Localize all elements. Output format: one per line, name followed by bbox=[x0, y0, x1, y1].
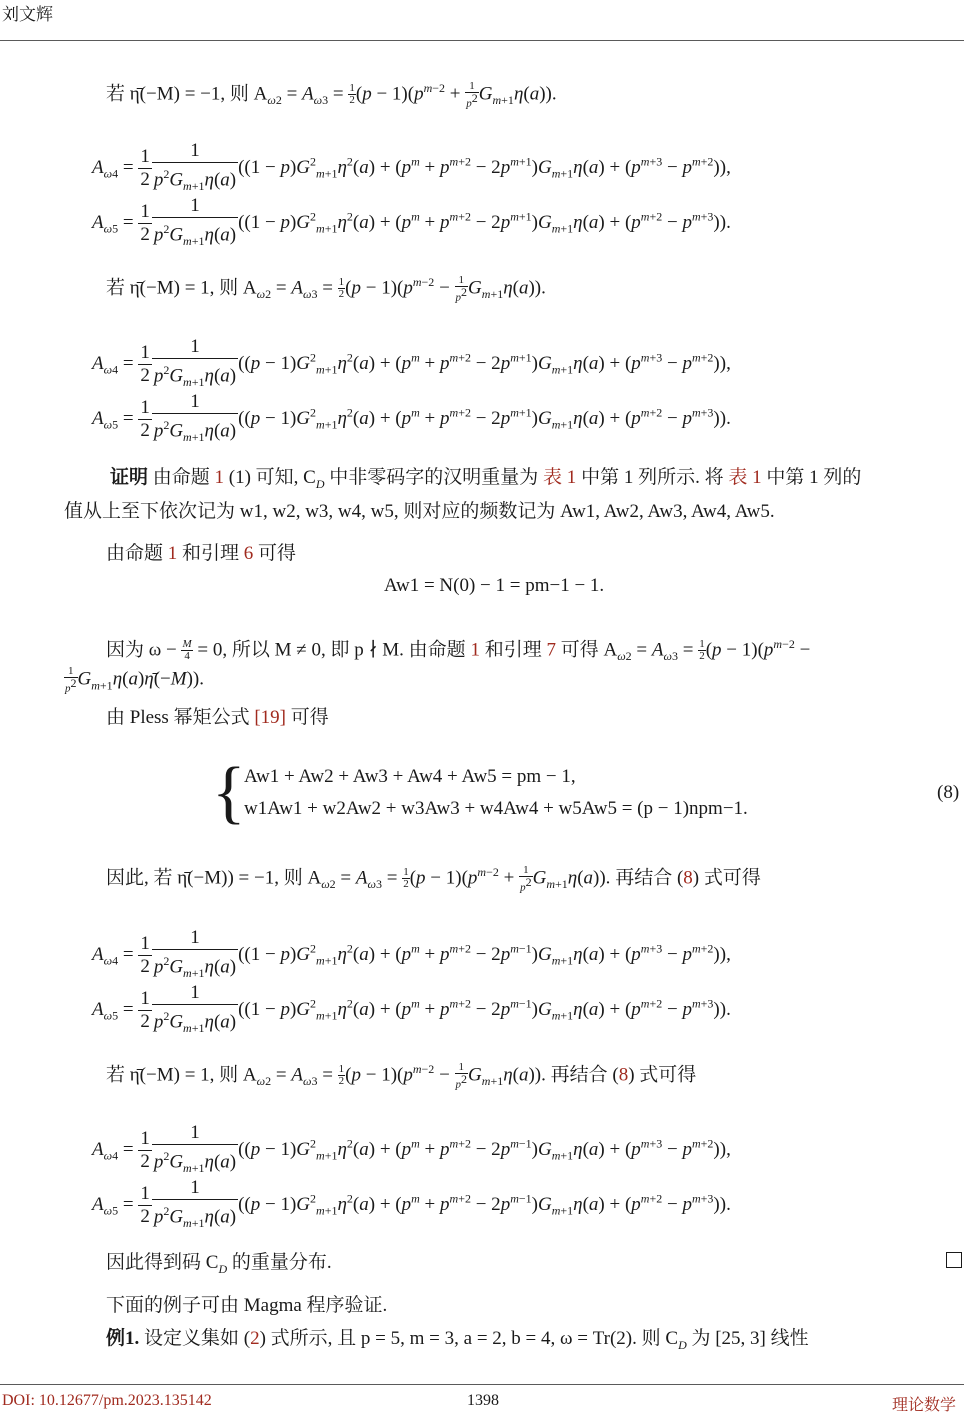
qed-box bbox=[946, 1252, 962, 1268]
eq-a5-case2: $A_{\omega 5}$ = $\frac{1}{2}$ $\frac{1}{p^2G_{m+1}\eta(a)}$ $((p - 1)G^2_{m+1}\eta^2(a) + (p^m + p^{m+2} - 2p^{m+1})G_{m+1}\eta(a) + (p^{m+2} - p^{m+3}))$. bbox=[92, 391, 731, 445]
example-line: 例1. 设定义集如 (2) 式所示, 且 p = 5, m = 3, a = 2, b = 4, ω = Tr(2). 则 $C_D$ 为 [25, 3] 线性 bbox=[106, 1328, 809, 1352]
case-neg-statement: 若 η̄(−M) = −1, 则 $A_{\omega 2} = A_{\omega 3}$ = $\frac{1}{2}$ $(p - 1)(p^{m-2}$ + $\frac{1}{p^2}$ $G_{m+1}\eta(a)$). bbox=[106, 79, 557, 110]
by-prop-line: 由命题 1 和引理 6 可得 bbox=[106, 543, 297, 564]
ref-eq-8[interactable]: 8 bbox=[683, 867, 693, 889]
footer-rule bbox=[0, 1384, 964, 1385]
since-line-2: $\frac{1}{p^2}$ $G_{m+1}\eta(a)\etā(-M)$). bbox=[65, 665, 204, 695]
system-brace: { bbox=[212, 754, 246, 831]
ref-prop-1[interactable]: 1 bbox=[214, 467, 225, 488]
ref-lemma-7[interactable]: 7 bbox=[546, 639, 556, 661]
eq-aw1: Aw1 = N(0) − 1 = pm−1 − 1. bbox=[384, 575, 605, 596]
conclusion-line: 因此得到码 $C_D$ 的重量分布. bbox=[106, 1252, 332, 1276]
equation-number-8: (8) bbox=[937, 782, 960, 803]
footer-journal[interactable]: 理论数学 bbox=[892, 1397, 957, 1414]
since-line-1: 因为 ω − $\frac{M}{4}$ = 0, 所以 M ≠ 0, 即 p ∤ M. 由命题 1 和引理 7 可得 $A_{\omega 2} = A_{\omega 3}$ = $\frac{1}{2}$ $(p - 1)(p^{m-2}$ − bbox=[106, 637, 811, 664]
ref-table-1b[interactable]: 表 1 bbox=[728, 467, 762, 488]
system-eq-2: w1Aw1 + w2Aw2 + w3Aw3 + w4Aw4 + w5Aw5 = (p − 1)npm−1. bbox=[244, 798, 748, 819]
ref-lemma-6[interactable]: 6 bbox=[243, 543, 254, 564]
eq-a4-case1: $A_{\omega 4}$ = $\frac{1}{2}$ $\frac{1}{p^2G_{m+1}\eta(a)}$ $((1 - p)G^2_{m+1}\eta^2(a) + (p^m + p^{m+2} - 2p^{m+1})G_{m+1}\eta(a) + (p^{m+3} - p^{m+2}))$, bbox=[92, 140, 731, 194]
pless-line: 由 Pless 幂矩公式 [19] 可得 bbox=[106, 707, 329, 728]
eq-a4-case2: $A_{\omega 4}$ = $\frac{1}{2}$ $\frac{1}{p^2G_{m+1}\eta(a)}$ $((p - 1)G^2_{m+1}\eta^2(a) + (p^m + p^{m+2} - 2p^{m+1})G_{m+1}\eta(a) + (p^{m+3} - p^{m+2}))$, bbox=[92, 336, 731, 390]
proof-label: 证明 bbox=[110, 467, 149, 488]
ref-prop-1-d[interactable]: 1 bbox=[470, 639, 480, 661]
ref-eq-8-b[interactable]: 8 bbox=[618, 1064, 629, 1086]
running-header-author: 刘文辉 bbox=[2, 5, 53, 24]
footer-page-number: 1398 bbox=[467, 1392, 499, 1409]
eq-a4-case3: $A_{\omega 4}$ = $\frac{1}{2}$ $\frac{1}{p^2G_{m+1}\eta(a)}$ $((1 - p)G^2_{m+1}\eta^2(a) + (p^m + p^{m+2} - 2p^{m-1})G_{m+1}\eta(a) + (p^{m+3} - p^{m+2}))$, bbox=[92, 927, 731, 981]
eq-a4-case4: $A_{\omega 4}$ = $\frac{1}{2}$ $\frac{1}{p^2G_{m+1}\eta(a)}$ $((p - 1)G^2_{m+1}\eta^2(a) + (p^m + p^{m+2} - 2p^{m-1})G_{m+1}\eta(a) + (p^{m+3} - p^{m+2}))$, bbox=[92, 1122, 731, 1176]
example-label: 例1. bbox=[106, 1328, 140, 1349]
thus-line: 因此, 若 η̄(−M)) = −1, 则 $A_{\omega 2} = A_{\omega 3}$ = $\frac{1}{2}$ $(p - 1)(p^{m-2}$ + $\frac{1}{p^2}$ $G_{m+1}\eta(a)$). 再结合 (8) 式可得 bbox=[106, 863, 761, 894]
magma-line: 下面的例子可由 Magma 程序验证. bbox=[106, 1295, 388, 1316]
system-eq-1: Aw1 + Aw2 + Aw3 + Aw4 + Aw5 = pm − 1, bbox=[244, 766, 576, 787]
ref-prop-1-c[interactable]: 1 bbox=[167, 543, 178, 564]
ref-table-1[interactable]: 表 1 bbox=[543, 467, 577, 488]
ref-19[interactable]: [19] bbox=[254, 707, 286, 728]
ref-eq-2[interactable]: 2 bbox=[250, 1328, 260, 1349]
eq-a5-case4: $A_{\omega 5}$ = $\frac{1}{2}$ $\frac{1}{p^2G_{m+1}\eta(a)}$ $((p - 1)G^2_{m+1}\eta^2(a) + (p^m + p^{m+2} - 2p^{m-1})G_{m+1}\eta(a) + (p^{m+2} - p^{m+3}))$. bbox=[92, 1177, 731, 1231]
eq-a5-case3: $A_{\omega 5}$ = $\frac{1}{2}$ $\frac{1}{p^2G_{m+1}\eta(a)}$ $((1 - p)G^2_{m+1}\eta^2(a) + (p^m + p^{m+2} - 2p^{m-1})G_{m+1}\eta(a) + (p^{m+2} - p^{m+3}))$. bbox=[92, 982, 731, 1036]
case-pos-2-statement: 若 η̄(−M) = 1, 则 $A_{\omega 2} = A_{\omega 3}$ = $\frac{1}{2}$ $(p - 1)(p^{m-2}$ − $\frac{1}{p^2}$ $G_{m+1}\eta(a)$). 再结合 (8) 式可得 bbox=[106, 1060, 697, 1091]
proof-line-1: 证明 由命题 1 (1) 可知, $C_D$ 中非零码字的汉明重量为 表 1 中第 1 列所示. 将 表 1 中第 1 列的 bbox=[110, 467, 862, 491]
footer-doi[interactable]: DOI: 10.12677/pm.2023.135142 bbox=[2, 1392, 212, 1409]
header-rule bbox=[0, 40, 964, 41]
case-pos-statement: 若 η̄(−M) = 1, 则 $A_{\omega 2} = A_{\omega 3}$ = $\frac{1}{2}$ $(p - 1)(p^{m-2}$ − $\frac{1}{p^2}$ $G_{m+1}\eta(a)$). bbox=[106, 273, 546, 304]
eq-a5-case1: $A_{\omega 5}$ = $\frac{1}{2}$ $\frac{1}{p^2G_{m+1}\eta(a)}$ $((1 - p)G^2_{m+1}\eta^2(a) + (p^m + p^{m+2} - 2p^{m+1})G_{m+1}\eta(a) + (p^{m+2} - p^{m+3}))$. bbox=[92, 195, 731, 249]
proof-line-2: 值从上至下依次记为 w1, w2, w3, w4, w5, 则对应的频数记为 Aw1, Aw2, Aw3, Aw4, Aw5. bbox=[64, 501, 775, 522]
